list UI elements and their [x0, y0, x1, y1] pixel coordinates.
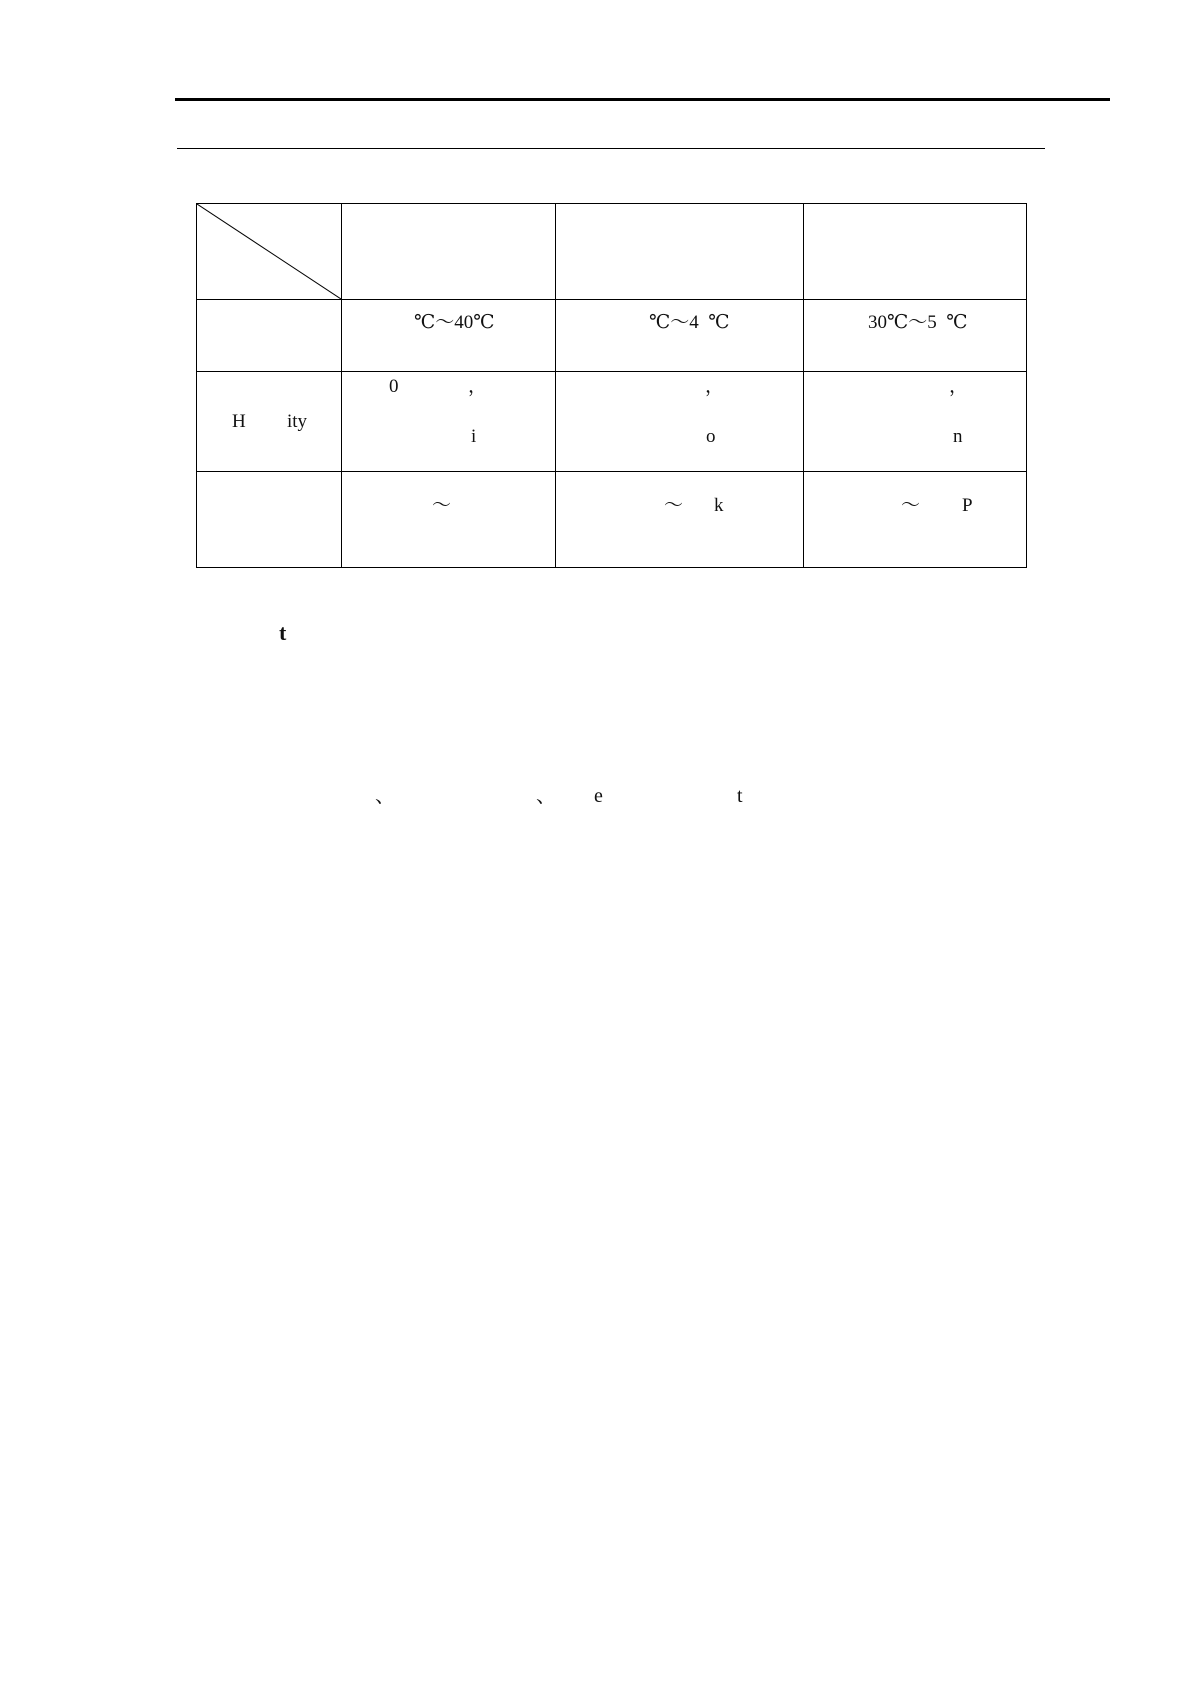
table-header-cell-3 — [804, 204, 1027, 300]
temperature-cell-2 — [556, 300, 804, 372]
temperature-value-2: ℃～4 ℃ — [649, 312, 730, 333]
row-label-temperature — [197, 300, 342, 372]
humidity-cell-3 — [804, 372, 1027, 472]
body-line-letter-e: e — [594, 785, 603, 807]
humidity-cell-3-part-c: n — [953, 426, 963, 447]
humidity-label-part-b: ity — [287, 411, 308, 432]
pressure-cell-2 — [556, 472, 804, 568]
temperature-cell-3 — [804, 300, 1027, 372]
humidity-cell-1-part-c: i — [471, 426, 477, 447]
diagonal-divider-icon — [197, 204, 341, 299]
table-row-temperature — [197, 300, 1027, 372]
pressure-cell-3-part-a: ～ — [901, 495, 921, 516]
pressure-cell-1-part-a: ～ — [432, 495, 452, 516]
temperature-value-1: ℃～40℃ — [414, 312, 495, 333]
spec-table — [196, 203, 1027, 568]
table-corner-cell — [197, 204, 342, 300]
humidity-label-part-a: H — [232, 411, 246, 432]
row-label-pressure — [197, 472, 342, 568]
table-header-row — [197, 204, 1027, 300]
table-row-humidity — [197, 372, 1027, 472]
humidity-cell-1-part-a: 0 — [389, 376, 399, 397]
humidity-cell-1-part-b: ， — [468, 376, 488, 397]
humidity-cell-1 — [342, 372, 556, 472]
temperature-value-3: 30℃～5 ℃ — [868, 312, 968, 333]
pressure-cell-2-part-b: k — [714, 495, 724, 516]
temperature-cell-1 — [342, 300, 556, 372]
body-line-mark-2: 、 — [536, 785, 556, 807]
pressure-cell-2-part-a: ～ — [664, 495, 684, 516]
table-header-cell-2 — [556, 204, 804, 300]
humidity-cell-3-part-b: ， — [949, 376, 969, 397]
header-rule-thin — [177, 148, 1045, 149]
body-line-mark-1: 、 — [375, 785, 395, 807]
table-header-cell-1 — [342, 204, 556, 300]
humidity-cell-2-part-c: o — [706, 426, 716, 447]
body-line-letter-t: t — [737, 785, 743, 807]
table-row-pressure — [197, 472, 1027, 568]
pressure-cell-1 — [342, 472, 556, 568]
humidity-cell-2-part-b: ， — [705, 376, 725, 397]
humidity-cell-2 — [556, 372, 804, 472]
section-heading-fragment: t — [279, 620, 287, 645]
header-rule-thick — [175, 98, 1110, 101]
pressure-cell-3 — [804, 472, 1027, 568]
row-label-humidity — [197, 372, 342, 472]
pressure-cell-3-part-b: P — [962, 495, 973, 516]
